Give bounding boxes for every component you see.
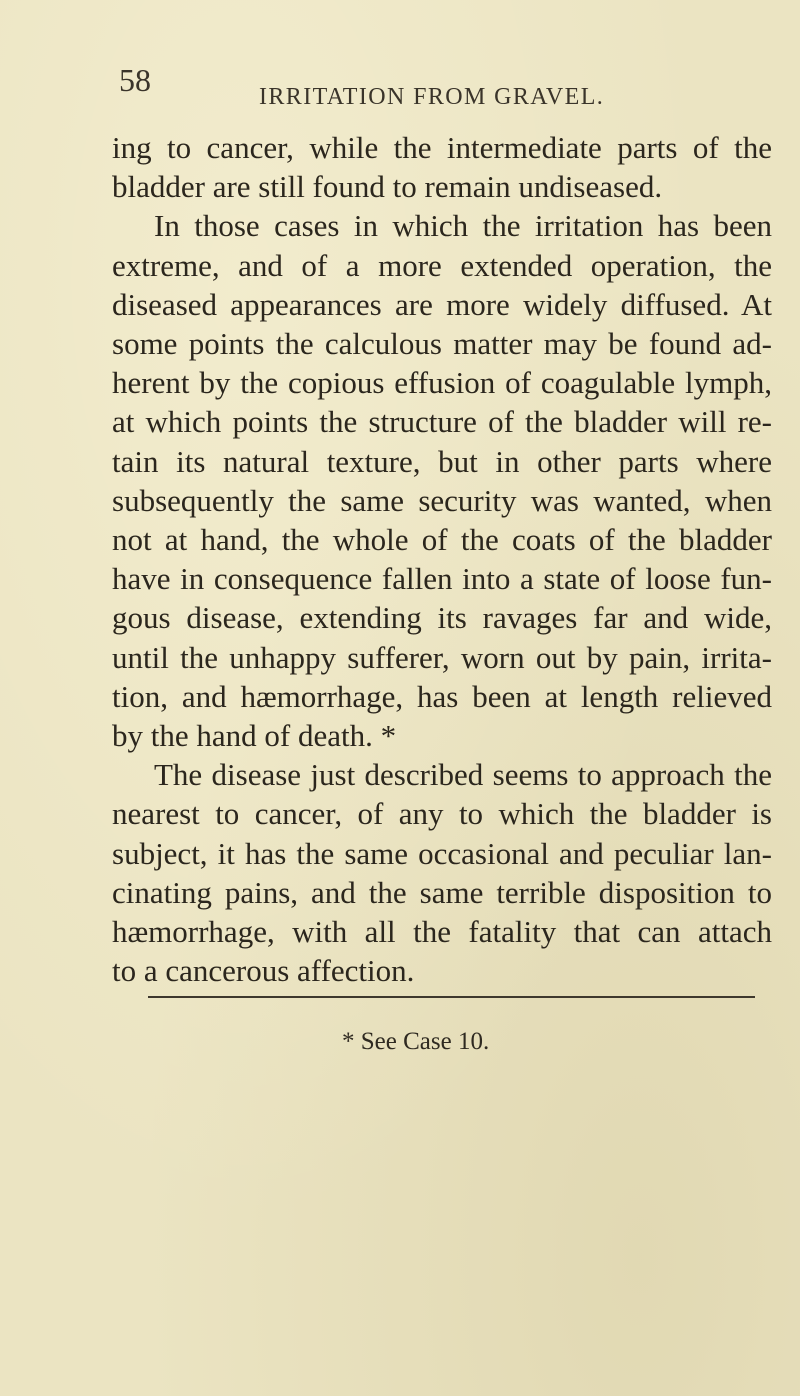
text-line: have in consequence fallen into a state of loose fun- <box>112 561 772 597</box>
footnote-divider <box>148 996 755 998</box>
text-line: herent by the copious effusion of coagulable lymph, <box>112 365 772 401</box>
text-line: subject, it has the same occasional and peculiar lan- <box>112 835 772 871</box>
text-line: bladder are still found to remain undiseased. <box>112 169 663 205</box>
text-line: some points the calculous matter may be found ad- <box>112 326 772 362</box>
text-line: extreme, and of a more extended operation, the <box>112 247 772 283</box>
text-line: diseased appearances are more widely diffused. At <box>112 286 772 322</box>
body-text <box>112 128 772 990</box>
footnote: * See Case 10. <box>342 1028 490 1055</box>
text-line: nearest to cancer, of any to which the bladder is <box>112 796 772 832</box>
text-line: ing to cancer, while the intermediate parts of the <box>112 130 772 165</box>
text-line: subsequently the same security was wanted, when <box>112 482 772 518</box>
text-line: The disease just described seems to approach the <box>154 757 772 793</box>
text-line: gous disease, extending its ravages far and wide, <box>112 600 772 636</box>
text-line: until the unhappy sufferer, worn out by pain, irrita- <box>112 639 772 675</box>
text-line: In those cases in which the irritation has been <box>154 208 772 244</box>
running-title: IRRITATION FROM GRAVEL. <box>259 84 605 110</box>
text-line: tain its natural texture, but in other parts where <box>112 443 772 479</box>
text-line: to a cancerous affection. <box>112 953 415 989</box>
text-line: by the hand of death. * <box>112 718 397 754</box>
text-line: not at hand, the whole of the coats of the bladder <box>112 522 772 558</box>
text-line: tion, and hæmorrhage, has been at length relieved <box>112 678 772 714</box>
page-number: 58 <box>119 62 151 98</box>
text-line: hæmorrhage, with all the fatality that can attach <box>112 914 772 950</box>
text-line: cinating pains, and the same terrible disposition to <box>112 874 772 910</box>
text-line: at which points the structure of the bladder will re- <box>112 404 772 440</box>
